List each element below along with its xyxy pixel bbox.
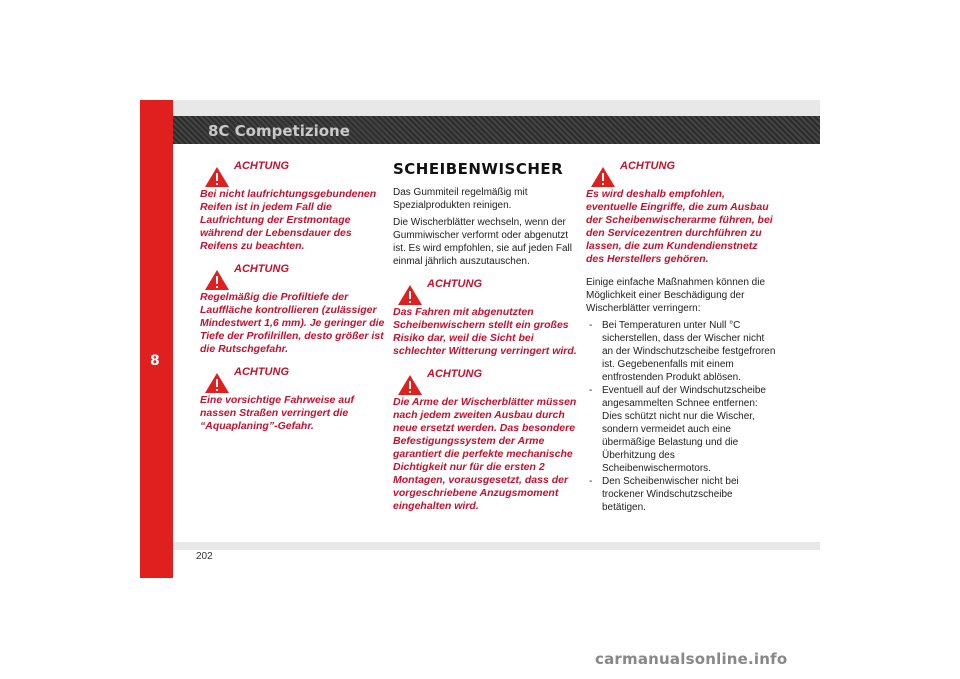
top-strip [173, 100, 820, 116]
warning-triangle-icon [397, 374, 423, 396]
warning-triangle-icon [204, 166, 230, 188]
section-title: SCHEIBENWISCHER [393, 160, 564, 178]
warning-block [393, 278, 583, 358]
warning-block [586, 160, 776, 266]
paragraph: Die Wischerblätter wechseln, wenn der Gummiwischer verformt oder abgenutzt ist. Es wird empfohlen, sie auf jeden Fall einmal jährlich auszutauschen. [393, 217, 572, 267]
warning-title: ACHTUNG [234, 160, 289, 172]
warning-title: ACHTUNG [427, 368, 482, 380]
warning-text: Eine vorsichtige Fahrweise auf nassen Straßen verringert die “Aquaplaning”-Gefahr. [200, 394, 355, 432]
watermark: carmanualsonline.info [595, 650, 788, 668]
warning-text: Es wird deshalb empfohlen, eventuelle Eingriffe, die zum Ausbau der Scheibenwischerarme führen, bei den Servicezentren durchführen zu lassen, die zum Kundendienstnetz des Herstellers gehören. [586, 188, 773, 265]
warning-block [200, 263, 390, 356]
bottom-strip [173, 542, 820, 550]
chapter-number: 8 [150, 353, 160, 369]
warning-title: ACHTUNG [620, 160, 675, 172]
warning-triangle-icon [204, 372, 230, 394]
intro-paragraph: Einige einfache Maßnahmen können die Möglichkeit einer Beschädigung der Wischerblätter verringern: [586, 277, 766, 314]
warning-triangle-icon [397, 284, 423, 306]
warning-block [393, 368, 583, 513]
warning-triangle-icon [590, 166, 616, 188]
chapter-side-bar [140, 100, 173, 578]
measures-list [586, 319, 776, 514]
list-item: - Eventuell auf der Windschutzscheibe angesammelten Schnee entfernen: Dies schützt nicht nur die Wischer, sondern vermeidet auch eine übermäßige Belastung und die Überhitzung des Scheibenwischermotors. [586, 384, 776, 475]
warning-block [200, 366, 390, 433]
column-left [200, 160, 390, 443]
page-number: 202 [196, 551, 213, 562]
warning-text: Die Arme der Wischerblätter müssen nach jedem zweiten Ausbau durch neue ersetzt werden. Das besondere Befestigungssystem der Arme garantiert die perfekte mechanische Dichtigkeit nur für die ersten 2 Montagen, vorausgesetzt, dass der vorgeschriebene Anzugsmoment eingehalten wird. [393, 396, 577, 512]
warning-triangle-icon [204, 269, 230, 291]
warning-block [200, 160, 390, 253]
warning-text: Bei nicht laufrichtungsgebundenen Reifen ist in jedem Fall die Laufrichtung der Erstmontage während der Lebensdauer des Reifens zu beachten. [200, 188, 377, 252]
logo-text: 8C Competizione [208, 122, 350, 140]
column-middle [393, 160, 583, 523]
brand-logo [204, 118, 384, 142]
list-item: - Den Scheibenwischer nicht bei trockener Windschutzscheibe betätigen. [586, 475, 776, 514]
warning-text: Regelmäßig die Profiltiefe der Lauffläche kontrollieren (zulässiger Mindestwert 1,6 mm). Je geringer die Tiefe der Profilrillen, desto größer ist die Rutschgefahr. [200, 291, 385, 355]
column-right [586, 160, 776, 514]
list-item: - Bei Temperaturen unter Null °C sicherstellen, dass der Wischer nicht an der Windschutzscheibe festgefroren ist. Gegebenenfalls mit einem entfrostenden Produkt ablösen. [586, 319, 776, 384]
warning-title: ACHTUNG [234, 366, 289, 378]
paragraph: Das Gummiteil regelmäßig mit Spezialprodukten reinigen. [393, 187, 528, 211]
warning-text: Das Fahren mit abgenutzten Scheibenwischern stellt ein großes Risiko dar, weil die Sicht bei schlechter Witterung verringert wird. [393, 306, 577, 357]
warning-title: ACHTUNG [234, 263, 289, 275]
warning-title: ACHTUNG [427, 278, 482, 290]
